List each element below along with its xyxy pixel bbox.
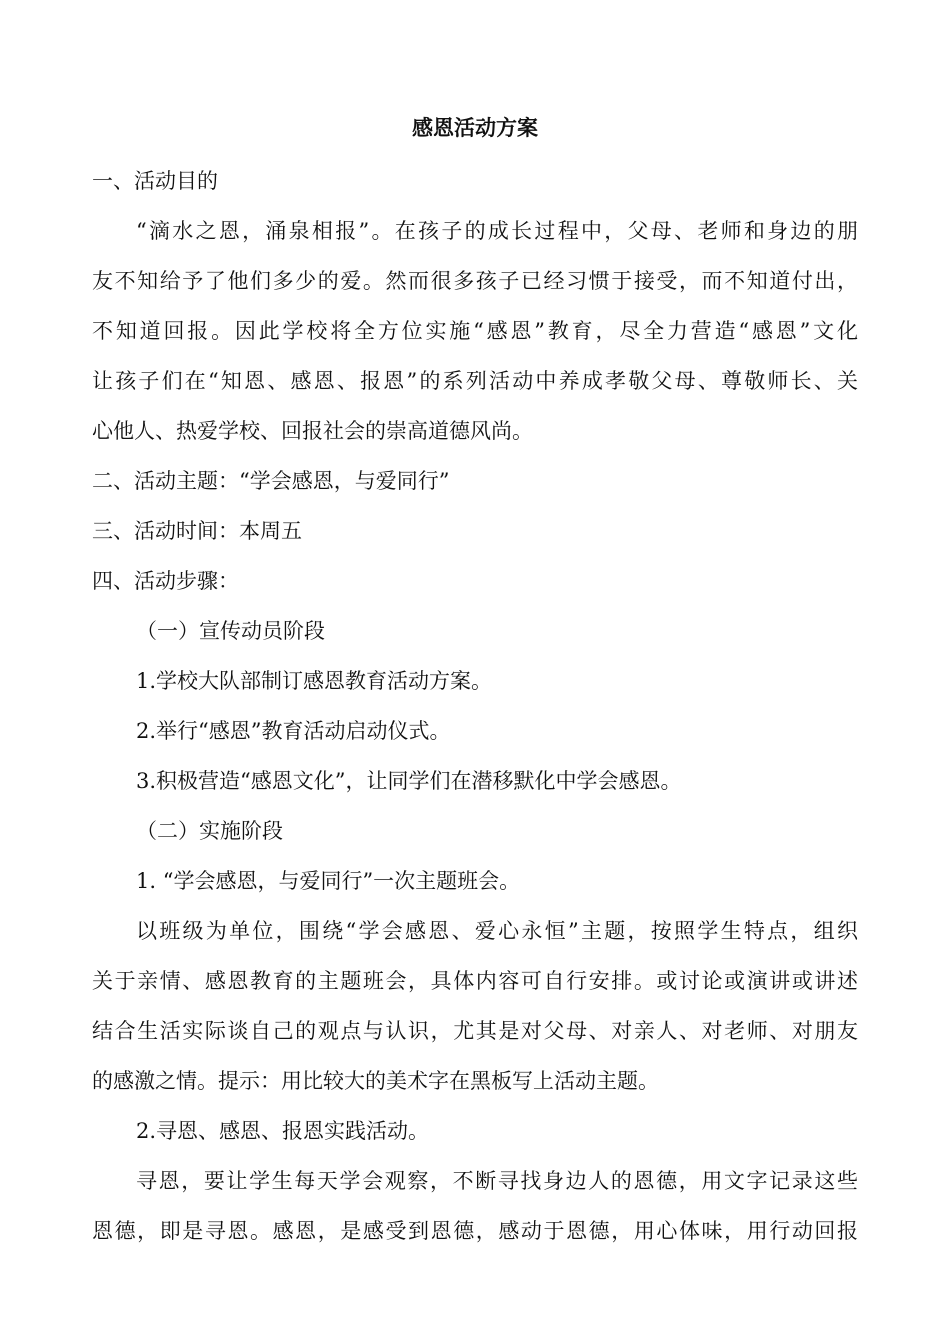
paragraph-line: 心他人、热爱学校、回报社会的崇高道德风尚。 xyxy=(92,419,533,443)
section-heading-time: 三、活动时间：本周五 xyxy=(92,519,302,543)
section-heading-purpose: 一、活动目的 xyxy=(92,169,218,193)
paragraph-line: “滴水之恩，涌泉相报”。在孩子的成长过程中，父母、老师和身边的朋 xyxy=(136,219,858,243)
list-item: 2.举行“感恩”教育活动启动仪式。 xyxy=(136,719,451,743)
paragraph-line: 友不知给予了他们多少的爱。然而很多孩子已经习惯于接受，而不知道付出， xyxy=(92,269,858,293)
paragraph-line: 关于亲情、感恩教育的主题班会，具体内容可自行安排。或讨论或演讲或讲述 xyxy=(92,969,858,993)
paragraph-line: 不知道回报。因此学校将全方位实施“感恩”教育，尽全力营造“感恩”文化 xyxy=(92,319,858,343)
paragraph-line: 的感激之情。提示：用比较大的美术字在黑板写上活动主题。 xyxy=(92,1069,659,1093)
paragraph-line: 恩德，即是寻恩。感恩，是感受到恩德，感动于恩德，用心体味，用行动回报 xyxy=(92,1219,858,1243)
subsection-heading: （二）实施阶段 xyxy=(136,819,283,843)
section-heading-theme: 二、活动主题：“学会感恩，与爱同行” xyxy=(92,469,450,493)
document-body xyxy=(92,156,858,1256)
list-item: 2.寻恩、感恩、报恩实践活动。 xyxy=(136,1119,430,1143)
paragraph-line: 寻恩，要让学生每天学会观察，不断寻找身边人的恩德，用文字记录这些 xyxy=(136,1169,858,1193)
section-heading-steps: 四、活动步骤： xyxy=(92,569,239,593)
list-item: 1. “学会感恩，与爱同行”一次主题班会。 xyxy=(136,869,521,893)
list-item: 1.学校大队部制订感恩教育活动方案。 xyxy=(136,669,493,693)
paragraph-line: 结合生活实际谈自己的观点与认识，尤其是对父母、对亲人、对老师、对朋友 xyxy=(92,1019,858,1043)
paragraph-line: 以班级为单位，围绕“学会感恩、爱心永恒”主题，按照学生特点，组织 xyxy=(136,919,858,943)
list-item: 3.积极营造“感恩文化”，让同学们在潜移默化中学会感恩。 xyxy=(136,769,682,793)
paragraph-line: 让孩子们在“知恩、感恩、报恩”的系列活动中养成孝敬父母、尊敬师长、关 xyxy=(92,369,858,393)
subsection-heading: （一）宣传动员阶段 xyxy=(136,619,325,643)
document-title: 感恩活动方案 xyxy=(412,116,538,140)
